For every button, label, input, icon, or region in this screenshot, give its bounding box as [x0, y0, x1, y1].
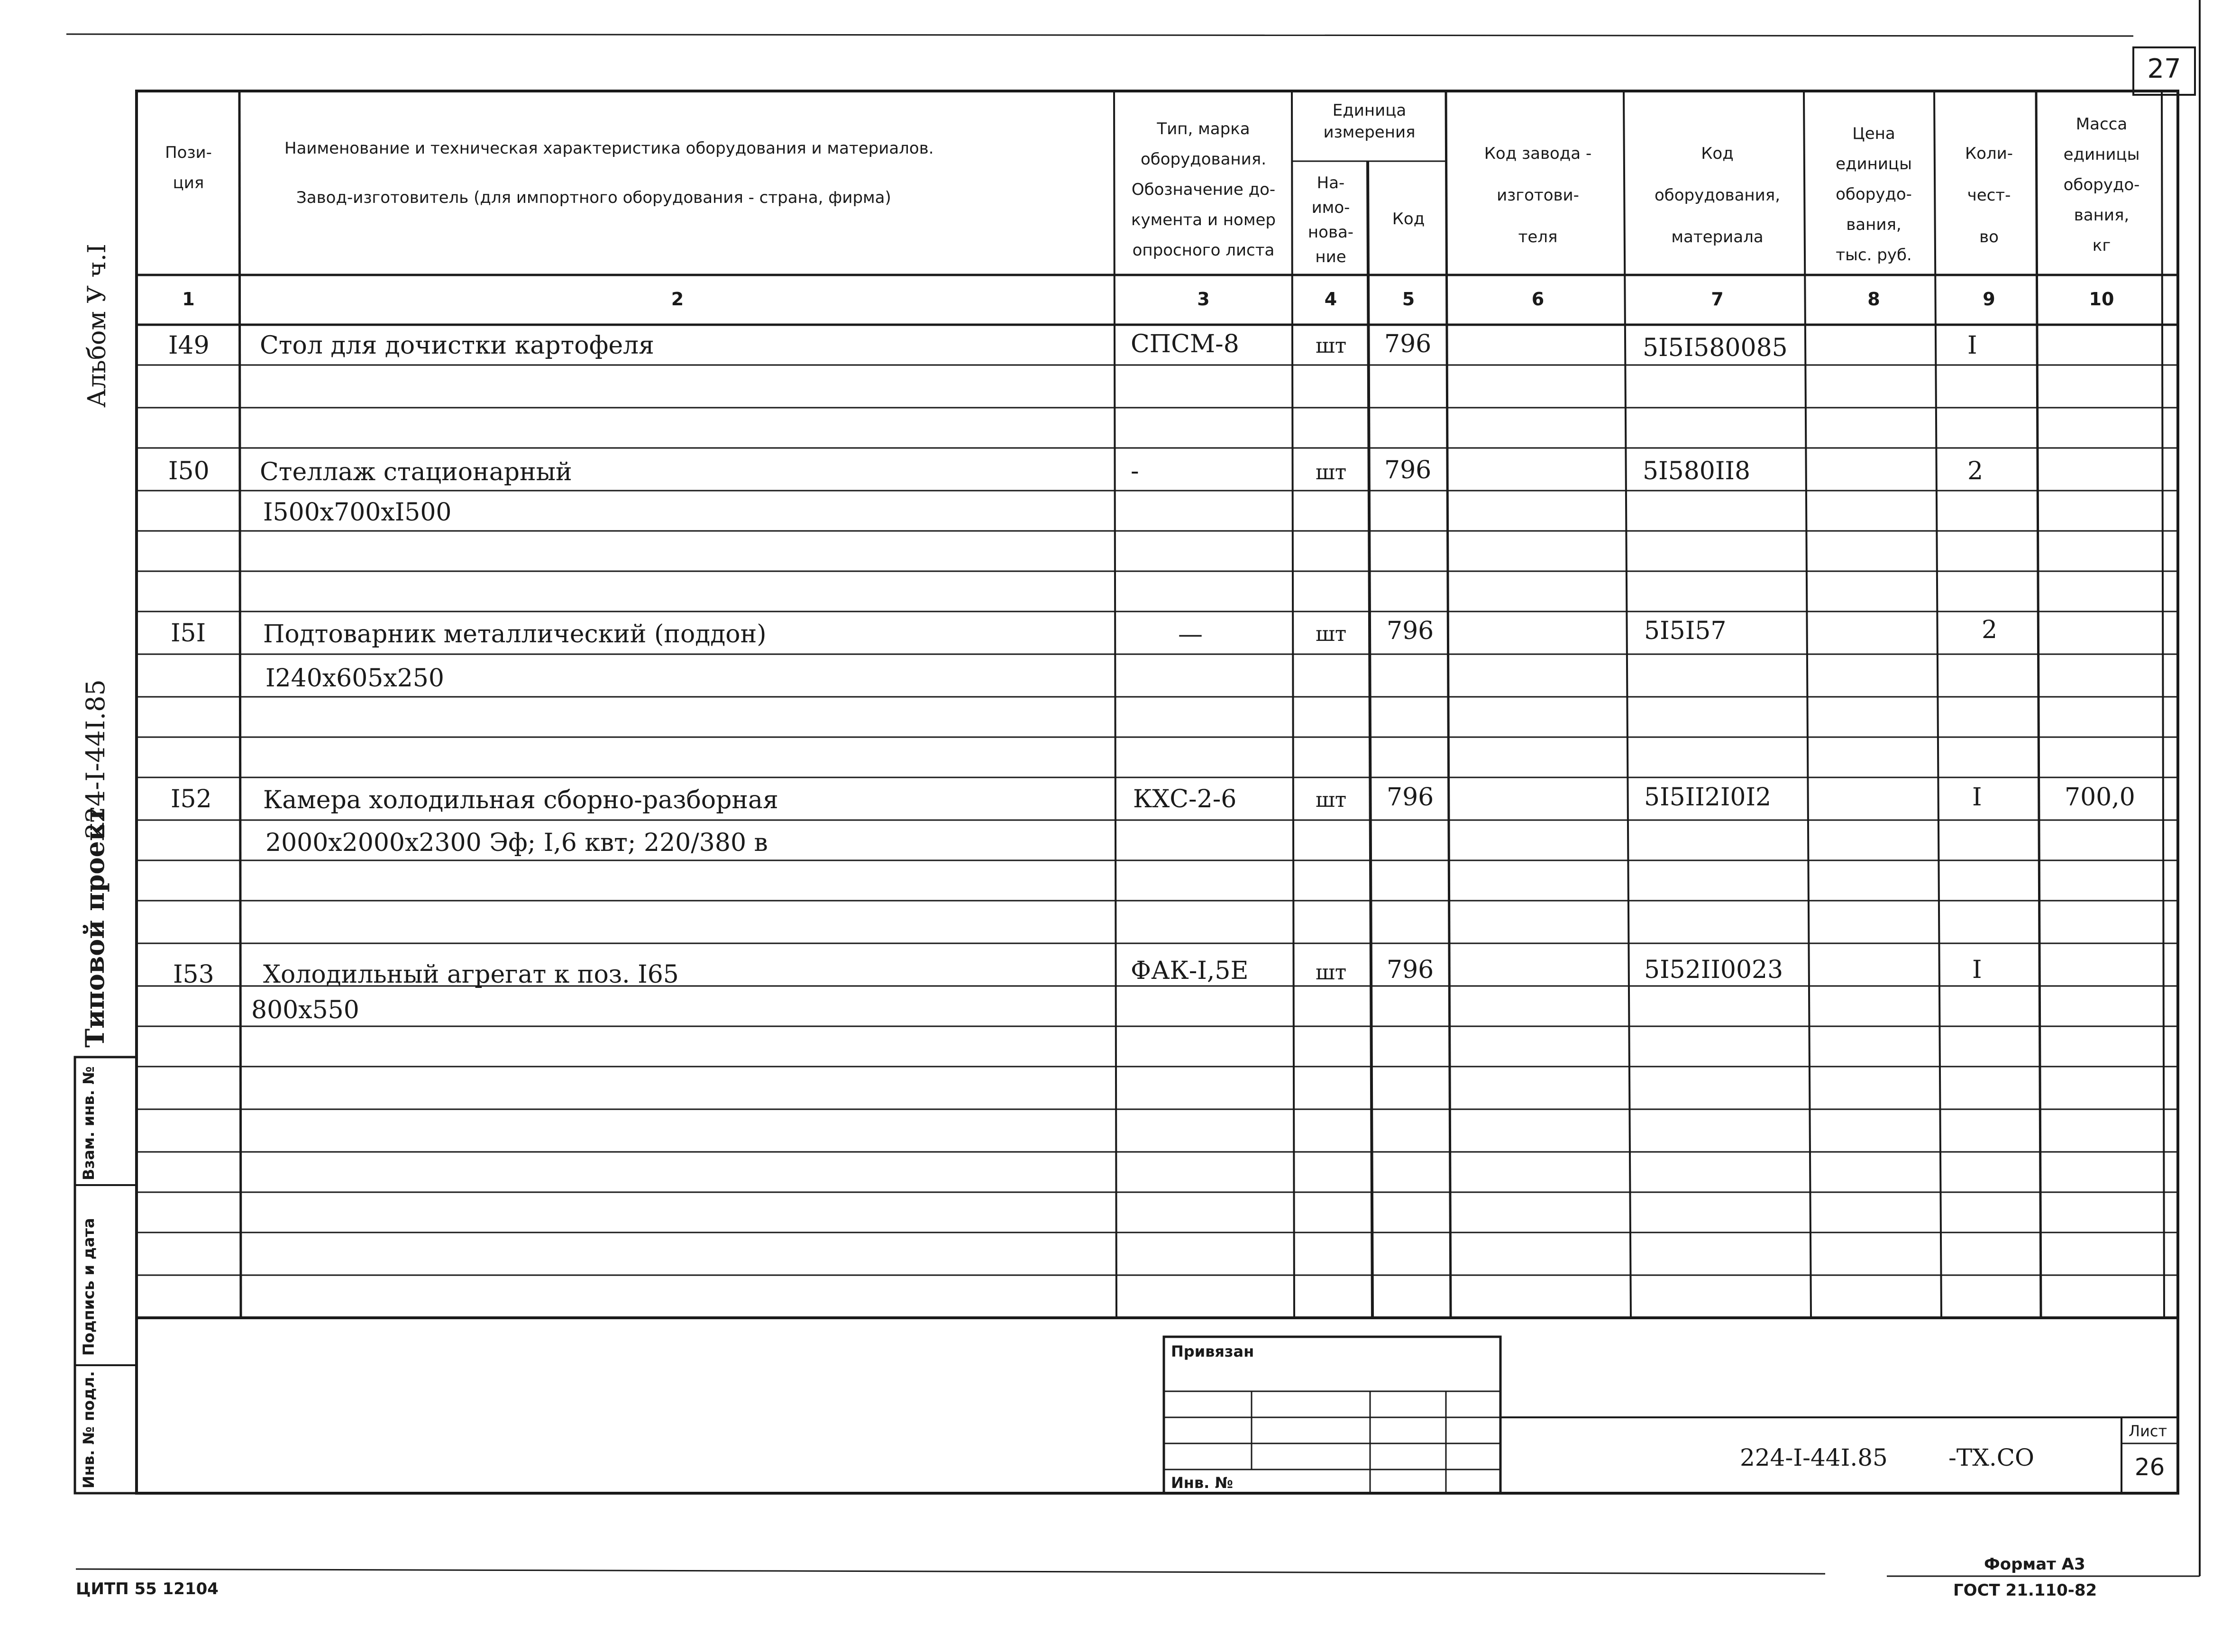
row-unit-code: 796 — [1387, 783, 1434, 812]
row-equip-code: 5I580II8 — [1643, 457, 1751, 485]
row-position: I5I — [171, 619, 206, 648]
row-unit-code: 796 — [1384, 456, 1432, 484]
row-unit-code: 796 — [1384, 330, 1432, 358]
row-unit: шт — [1316, 788, 1347, 812]
row-name: Стол для дочистки картофеля — [260, 331, 654, 360]
header-unit-code: Код — [1392, 210, 1425, 228]
row-name-detail: 2000x2000x2300 Эф; I,6 квт; 220/380 в — [265, 829, 768, 857]
row-name-detail: 800x550 — [251, 996, 359, 1024]
header-price: Цена единицы оборудо- вания, тыс. руб. — [1836, 124, 1912, 265]
row-name: Холодильный агрегат к поз. I65 — [263, 960, 679, 989]
col-number-6: 6 — [1531, 289, 1545, 310]
row-unit-code: 796 — [1387, 617, 1434, 645]
footer-gost: ГОСТ 21.110-82 — [1953, 1581, 2097, 1600]
row-unit: шт — [1316, 334, 1347, 358]
header-qty: Коли- чест- во — [1965, 144, 2013, 246]
row-type: — — [1178, 620, 1203, 648]
row-name: Камера холодильная сборно-разборная — [263, 786, 778, 814]
row-type: СПСМ-8 — [1131, 330, 1239, 358]
vzam-inv-label: Взам. инв. № — [80, 1066, 98, 1180]
row-name: Стеллаж стационарный — [260, 458, 572, 486]
list-label: Лист — [2129, 1422, 2167, 1440]
row-equip-code: 5I5I57 — [1644, 617, 1727, 645]
footer-format: Формат А3 — [1984, 1555, 2085, 1574]
list-number: 26 — [2134, 1453, 2165, 1481]
header-mass: Масса единицы оборудо- вания, кг — [2063, 115, 2140, 255]
row-qty: 2 — [1982, 616, 1998, 644]
project-type-label: Типовой проект — [80, 806, 110, 1048]
col-number-8: 8 — [1867, 289, 1880, 310]
row-qty: 2 — [1967, 457, 1984, 485]
header-unit-name: На- имо- нова- ние — [1307, 173, 1354, 266]
row-mass: 700,0 — [2065, 783, 2135, 812]
row-unit: шт — [1316, 622, 1347, 646]
row-qty: I — [1967, 331, 1977, 360]
doc-suffix: -ТХ.СО — [1948, 1444, 2034, 1471]
row-type: КХС-2-6 — [1133, 785, 1237, 813]
row-position: I52 — [171, 785, 212, 813]
col-number-4: 4 — [1324, 289, 1337, 310]
project-code-label: 224-I-44I.85 — [81, 679, 110, 839]
row-name-detail: I500x700xI500 — [263, 498, 452, 527]
row-equip-code: 5I5II2I0I2 — [1644, 783, 1772, 812]
col-number-10: 10 — [2089, 289, 2114, 310]
row-equip-code: 5I5I580085 — [1643, 334, 1788, 362]
signature-date-label: Подпись и дата — [80, 1218, 98, 1356]
header-position: Пози- ция — [165, 143, 212, 192]
col-number-9: 9 — [1983, 289, 1995, 310]
row-name-detail: I240x605x250 — [265, 664, 444, 693]
row-unit: шт — [1316, 960, 1347, 985]
header-type: Тип, марка оборудования. Обозначение до- кумента и номер опросного листа — [1131, 119, 1276, 260]
doc-code: 224-I-44I.85 — [1740, 1444, 1888, 1471]
row-position: I53 — [173, 960, 214, 989]
footer-citp: ЦИТП 55 12104 — [76, 1579, 219, 1598]
row-name: Подтоварник металлический (поддон) — [263, 620, 767, 648]
header-unit: Единица измерения — [1323, 101, 1416, 142]
row-qty: I — [1972, 783, 1982, 812]
row-type: - — [1131, 457, 1139, 485]
row-equip-code: 5I52II0023 — [1644, 956, 1783, 984]
header-maker-code: Код завода - изготови- теля — [1484, 144, 1592, 246]
privyazan-label: Привязан — [1171, 1342, 1254, 1360]
col-number-1: 1 — [182, 289, 195, 310]
row-type: ФАК-I,5Е — [1131, 957, 1249, 985]
col-number-5: 5 — [1402, 289, 1415, 310]
row-unit: шт — [1316, 460, 1347, 484]
inv-podl-label: Инв. № подл. — [80, 1371, 98, 1488]
sheet-number-top: 27 — [2147, 54, 2181, 84]
col-number-3: 3 — [1197, 289, 1210, 310]
header-equip-code: Код оборудования, материала — [1654, 144, 1781, 246]
row-position: I50 — [168, 457, 210, 485]
album-label: Альбом У ч.I — [83, 244, 111, 408]
col-number-7: 7 — [1711, 289, 1724, 310]
header-name-line2: Завод-изготовитель (для импортного оборудования - страна, фирма) — [296, 188, 891, 207]
row-position: I49 — [168, 331, 210, 360]
row-qty: I — [1972, 956, 1982, 984]
stamp-inv-label: Инв. № — [1171, 1474, 1233, 1492]
row-unit-code: 796 — [1387, 956, 1434, 984]
col-number-2: 2 — [671, 289, 684, 310]
header-name-line1: Наименование и техническая характеристика оборудования и материалов. — [284, 139, 934, 158]
